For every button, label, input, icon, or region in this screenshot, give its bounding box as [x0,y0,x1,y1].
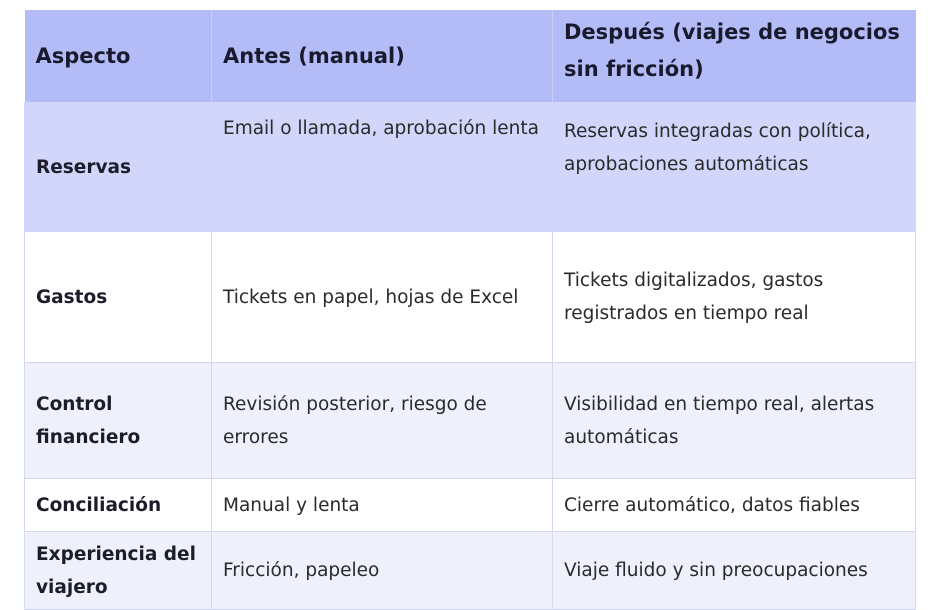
header-row [25,10,916,103]
aspect-cell: Conciliación [25,479,212,532]
table-row [25,479,916,532]
after-cell: Reservas integradas con política, aprobaciones automáticas [553,103,916,232]
aspect-cell: Reservas [25,103,212,232]
table-row [25,532,916,610]
before-cell: Email o llamada, aprobación lenta [212,103,553,232]
header-before: Antes (manual) [212,10,553,103]
after-cell: Tickets digitalizados, gastos registrados en tiempo real [553,232,916,363]
header-aspect: Aspecto [25,10,212,103]
after-cell: Viaje fluido y sin preocupaciones [553,532,916,610]
after-cell: Visibilidad en tiempo real, alertas automáticas [553,363,916,479]
table-row [25,363,916,479]
after-cell: Cierre automático, datos fiables [553,479,916,532]
table-row [25,232,916,363]
comparison-table-container [24,10,915,610]
aspect-cell: Control financiero [25,363,212,479]
aspect-cell: Experiencia del viajero [25,532,212,610]
table-header [25,10,916,103]
table-body [25,103,916,610]
comparison-table [24,10,916,610]
header-after: Después (viajes de negocios sin fricción) [553,10,916,103]
aspect-cell: Gastos [25,232,212,363]
before-cell: Revisión posterior, riesgo de errores [212,363,553,479]
table-row [25,103,916,232]
before-cell: Manual y lenta [212,479,553,532]
before-cell: Tickets en papel, hojas de Excel [212,232,553,363]
before-cell: Fricción, papeleo [212,532,553,610]
